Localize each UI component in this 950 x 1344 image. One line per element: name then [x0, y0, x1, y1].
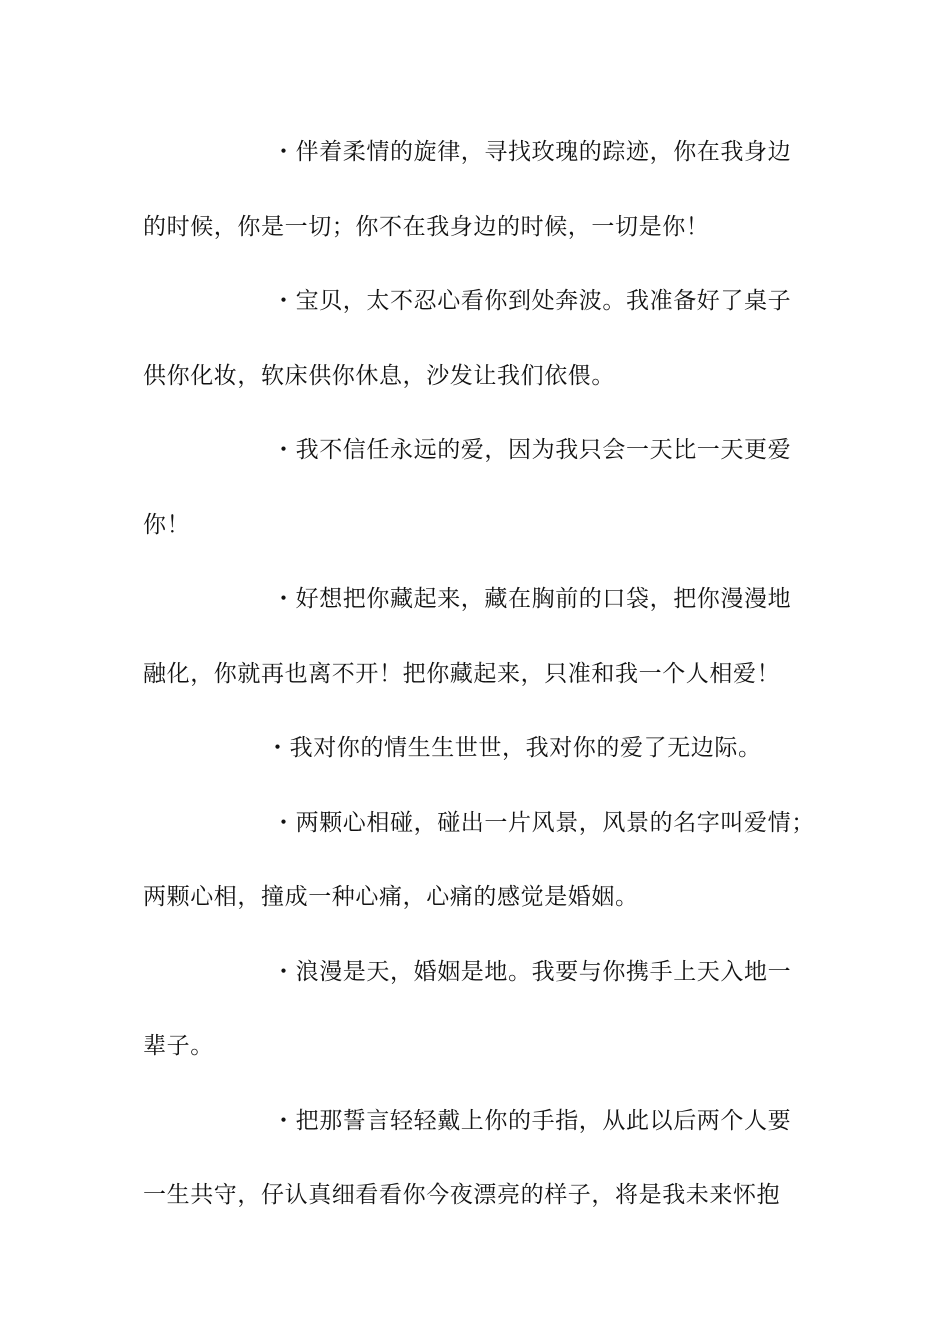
paragraph-line: ・两颗心相碰，碰出一片风景，风景的名字叫爱情； — [272, 810, 815, 836]
paragraph-line: ・把那誓言轻轻戴上你的手指，从此以后两个人要 — [272, 1108, 792, 1134]
paragraph-line: 一生共守，仔认真细看看你今夜漂亮的样子，将是我未来怀抱 — [143, 1182, 781, 1208]
paragraph-line: ・伴着柔情的旋律，寻找玫瑰的踪迹，你在我身边 — [272, 139, 792, 165]
paragraph-line: 供你化妆，软床供你休息，沙发让我们依偎。 — [143, 363, 615, 389]
paragraph-line: 辈子。 — [143, 1033, 214, 1059]
paragraph-line: 你！ — [143, 512, 191, 538]
paragraph-line: ・宝贝，太不忍心看你到处奔波。我准备好了桌子 — [272, 288, 792, 314]
paragraph-line: 两颗心相，撞成一种心痛，心痛的感觉是婚姻。 — [143, 884, 639, 910]
paragraph-line: ・好想把你藏起来，藏在胸前的口袋，把你漫漫地 — [272, 586, 792, 612]
paragraph-line: ・浪漫是天，婚姻是地。我要与你携手上天入地一 — [272, 959, 792, 985]
paragraph-line: ・我对你的情生生世世，我对你的爱了无边际。 — [266, 735, 762, 761]
paragraph-line: 融化，你就再也离不开！把你藏起来，只准和我一个人相爱！ — [143, 661, 781, 687]
paragraph-line: ・我不信任永远的爱，因为我只会一天比一天更爱 — [272, 437, 792, 463]
paragraph-line: 的时候，你是一切；你不在我身边的时候，一切是你！ — [143, 214, 710, 240]
